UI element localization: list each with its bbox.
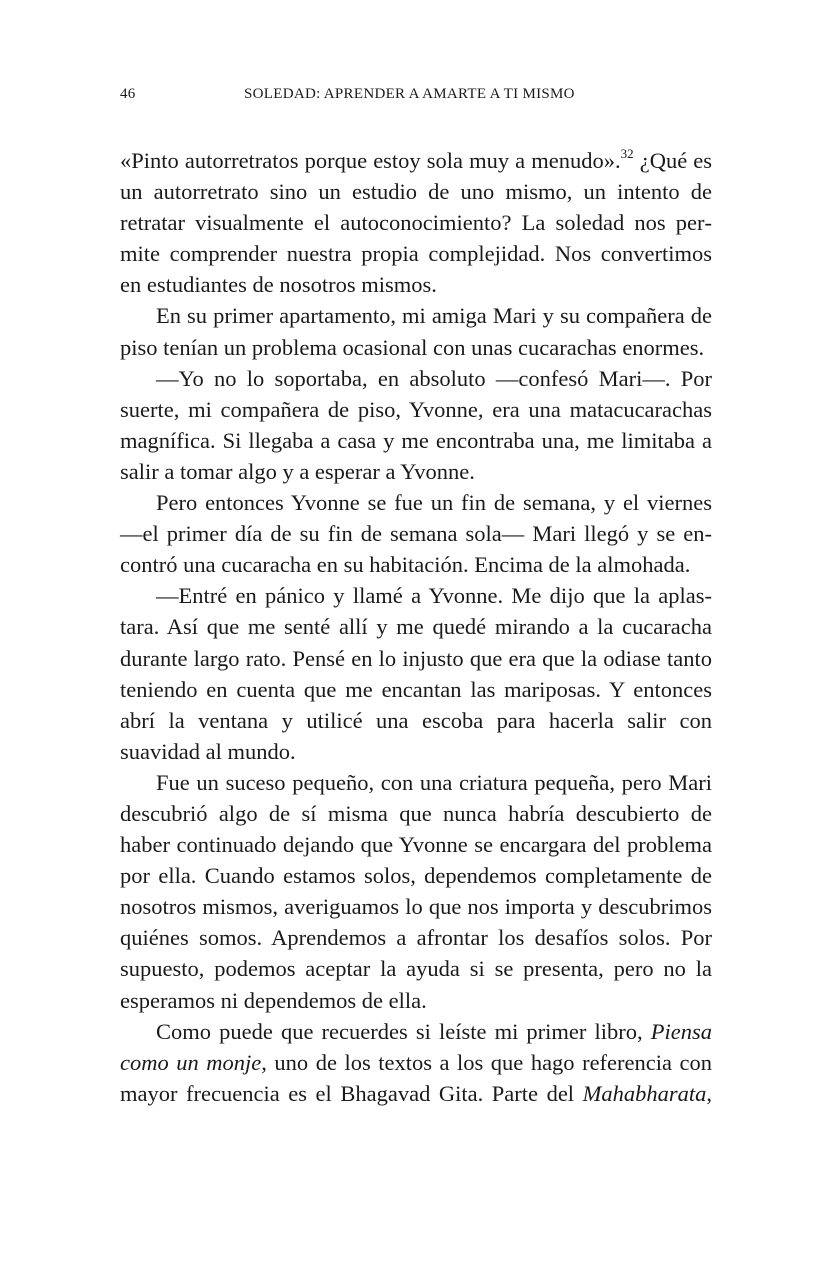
page-number: 46 [120, 86, 136, 102]
footnote-ref-32: 32 [620, 145, 634, 161]
paragraph-1-text-a: «Pinto autorretratos porque estoy sola muy a menudo». [120, 148, 621, 173]
paragraph-5: —Entré en pánico y llamé a Yvonne. Me dijo que la aplastara. Así que me senté allí y me quedé mirando a la cucaracha durante largo rato. Pensé en lo injusto que era que la odiase tanto teniendo en cuenta que me encantan las mariposas. Y entonces abrí la ventana y utilicé una escoba para hacerla salir con suavidad al mundo. [120, 583, 712, 764]
paragraph-1-text-b: ¿Qué es un autorretrato sino un estudio de uno mismo, un intento de retratar visualmente el autoconocimiento? La soledad nos permite comprender nuestra propia complejidad. Nos convertimos en estudiantes de nosotros mismos. [120, 148, 713, 298]
paragraph-7 [120, 1016, 712, 1109]
paragraph-1 [120, 145, 712, 300]
running-head-title: SOLEDAD: APRENDER A AMARTE A TI MISMO [244, 86, 575, 102]
running-head [120, 86, 712, 110]
body-text [120, 145, 712, 1109]
paragraph-7-text-a: Como puede que recuerdes si leíste mi primer libro, [156, 1018, 651, 1044]
paragraph-2: En su primer apartamento, mi amiga Mari y su compañera de piso tenían un problema ocasional con unas cucarachas enormes. [120, 303, 712, 360]
paragraph-4: Pero entonces Yvonne se fue un fin de semana, y el viernes —el primer día de su fin de semana sola— Mari llegó y se encontró una cucaracha en su habitación. Encima de la almohada. [120, 490, 712, 578]
paragraph-3: —Yo no lo soportaba, en absoluto —confesó Mari—. Por suerte, mi compañera de piso, Yvonne, era una matacucarachas magnífica. Si llegaba a casa y me encontraba una, me limitaba a salir a tomar algo y a esperar a Yvonne. [120, 365, 712, 484]
paragraph-6: Fue un suceso pequeño, con una criatura pequeña, pero Mari descubrió algo de sí misma que nunca habría descubierto de haber continuado dejando que Yvonne se encargara del problema por ella. Cuando estamos solos, dependemos completamente de nosotros mismos, averiguamos lo que nos importa y descubrimos quiénes somos. Aprendemos a afrontar los desafíos solos. Por supuesto, podemos aceptar la ayuda si se presenta, pero no la esperamos ni dependemos de ella. [120, 769, 712, 1013]
book-title-mahabharata: Mahabharata [582, 1080, 707, 1106]
book-title-piensa-como-un-monje: Piensa como un monje [120, 1018, 712, 1075]
paragraph-7-text-c: , [706, 1080, 712, 1106]
paragraph-7-text-b: , uno de los textos a los que hago referencia con mayor frecuencia es el Bhagavad Gita. Parte del [120, 1049, 712, 1106]
